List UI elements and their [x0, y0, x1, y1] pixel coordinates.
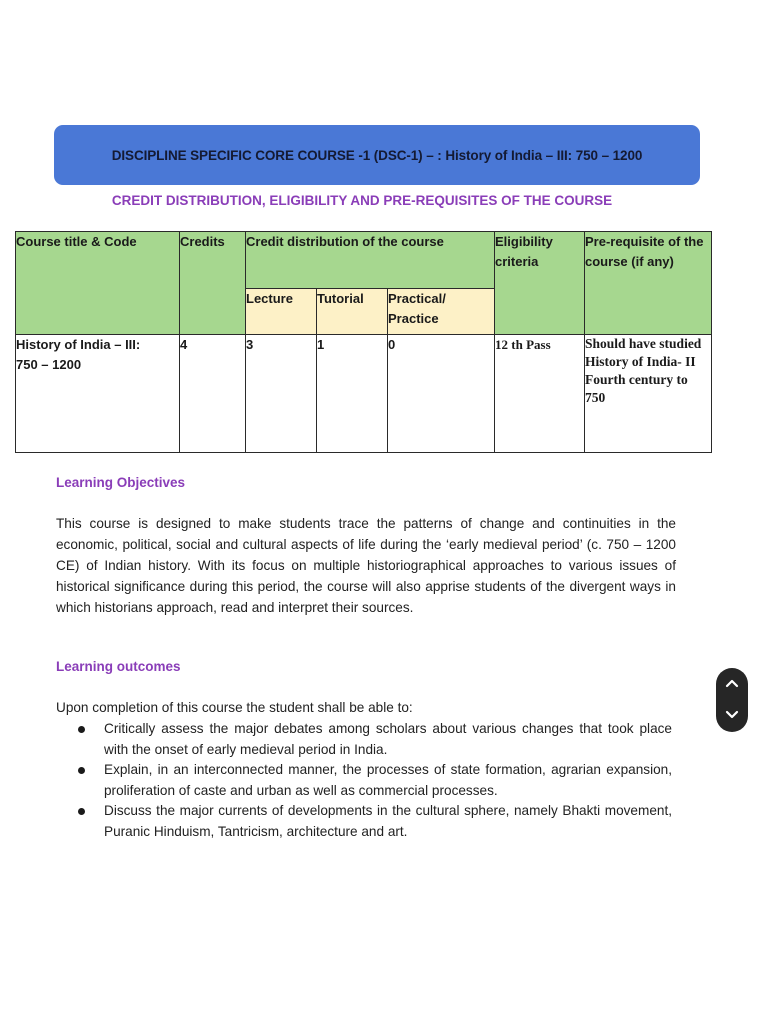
cell-lecture: 3 [246, 335, 317, 453]
chevron-down-icon[interactable] [725, 707, 739, 725]
list-item-text: Explain, in an interconnected manner, the processes of state formation, agrarian expansion, proliferation of caste and urban as well as commercial processes. [104, 762, 672, 798]
list-item [76, 760, 672, 801]
cell-prerequisite: Should have studied History of India- II Fourth century to 750 [585, 335, 712, 453]
cell-practical: 0 [388, 335, 495, 453]
header-credit-distribution: Credit distribution of the course [246, 232, 495, 289]
list-item-text: Discuss the major currents of developments in the cultural sphere, namely Bhakti movement, Puranic Hinduism, Tantricism, architecture and art. [104, 803, 672, 839]
header-course-title: Course title & Code [16, 232, 180, 335]
header-eligibility: Eligibility criteria [495, 232, 585, 335]
bullet-icon [78, 767, 85, 774]
header-credits: Credits [180, 232, 246, 335]
bullet-icon [78, 726, 85, 733]
banner-title: DISCIPLINE SPECIFIC CORE COURSE -1 (DSC-1) – : History of India – III: 750 – 1200 [111, 147, 643, 163]
cell-tutorial: 1 [317, 335, 388, 453]
page-nav-control [716, 668, 748, 732]
bullet-icon [78, 808, 85, 815]
chevron-up-icon[interactable] [725, 675, 739, 693]
header-prerequisite: Pre-requisite of the course (if any) [585, 232, 712, 335]
header-lecture: Lecture [246, 289, 317, 335]
course-title-line-2: 750 – 1200 [16, 357, 82, 372]
learning-outcomes-intro: Upon completion of this course the student shall be able to: [56, 700, 413, 715]
table-row [16, 335, 712, 453]
learning-objectives-title: Learning Objectives [56, 475, 186, 490]
learning-outcomes-list [76, 719, 672, 842]
cell-course-title [16, 335, 180, 453]
learning-objectives-text: This course is designed to make students trace the patterns of change and continuities in the economic, political, social and cultural aspects of life during the ‘early medieval period’ (c. 750 – 1200 CE) of Indian history. With its focus on multiple historiographical approaches to various issues of historical significance during this period, the course will also apprise students of the divergent ways in which historians approach, read and interpret their sources. [56, 516, 676, 615]
course-title-line-1: History of India – III: [16, 337, 141, 352]
list-item [76, 719, 672, 760]
list-item [76, 801, 672, 842]
table-header-row [16, 232, 712, 289]
header-tutorial: Tutorial [317, 289, 388, 335]
cell-eligibility: 12 th Pass [495, 335, 585, 453]
list-item-text: Critically assess the major debates among scholars about various changes that took place with the onset of early medieval period in India. [104, 721, 672, 757]
credit-distribution-heading: CREDIT DISTRIBUTION, ELIGIBILITY AND PRE-REQUISITES OF THE COURSE [111, 193, 613, 208]
learning-outcomes-title: Learning outcomes [56, 659, 181, 674]
course-title-banner [54, 125, 700, 185]
header-practical: Practical/ Practice [388, 289, 495, 335]
cell-credits: 4 [180, 335, 246, 453]
credit-table [15, 231, 712, 453]
